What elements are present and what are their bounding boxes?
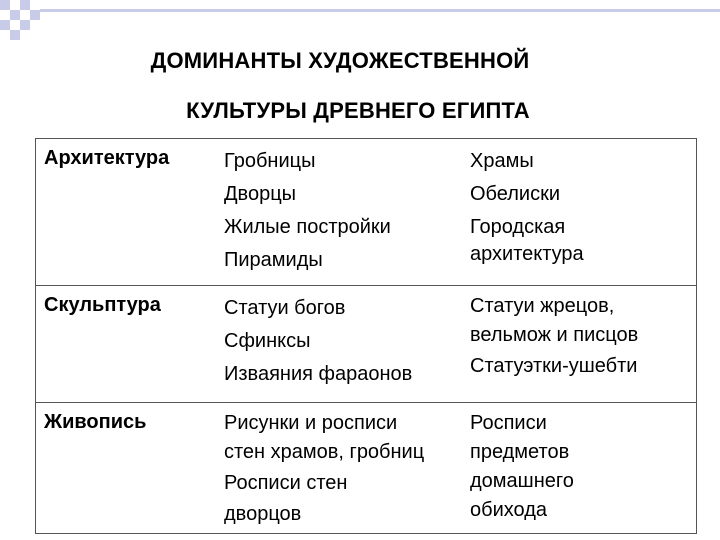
list-item: Жилые постройки (224, 216, 391, 238)
list-item: архитектура (470, 243, 584, 265)
list-item: дворцов (224, 503, 302, 525)
list-item: Изваяния фараонов (224, 363, 413, 385)
list-item: домашнего (470, 470, 574, 492)
deco-square (10, 10, 20, 20)
list-item: Обелиски (470, 183, 561, 205)
list-item: Сфинксы (224, 330, 311, 352)
list-item: Дворцы (224, 183, 297, 205)
examples-cell (216, 403, 462, 534)
list-item: Городская (470, 216, 566, 238)
category-cell: Скульптура (36, 286, 217, 403)
page-title-line1: ДОМИНАНТЫ ХУДОЖЕСТВЕННОЙ (150, 48, 530, 73)
list-item: Храмы (470, 150, 534, 172)
deco-square (0, 20, 10, 30)
table-row (36, 403, 697, 534)
examples-cell (462, 139, 697, 286)
deco-square (30, 10, 40, 20)
category-cell: Архитектура (36, 139, 217, 286)
deco-line (40, 9, 720, 12)
list-item: обихода (470, 499, 548, 521)
decorative-header-pattern (0, 0, 720, 40)
deco-square (10, 30, 20, 40)
table-row (36, 139, 697, 286)
examples-cell (216, 286, 462, 403)
list-item: предметов (470, 441, 570, 463)
examples-cell (462, 403, 697, 534)
list-item: вельмож и писцов (470, 324, 639, 346)
list-item: Рисунки и росписи (224, 412, 398, 434)
list-item: Росписи (470, 412, 547, 434)
list-item: Гробницы (224, 150, 316, 172)
table-row (36, 286, 697, 403)
list-item: стен храмов, гробниц (224, 441, 425, 463)
list-item: Статуи жрецов, (470, 295, 615, 317)
deco-square (0, 0, 10, 10)
deco-square (20, 0, 30, 10)
list-item: Статуэтки-ушебти (470, 355, 638, 377)
culture-table (35, 138, 697, 534)
list-item: Росписи стен (224, 472, 348, 494)
examples-cell (462, 286, 697, 403)
list-item: Пирамиды (224, 249, 323, 271)
category-cell: Живопись (36, 403, 217, 534)
examples-cell (216, 139, 462, 286)
page-title-line2: КУЛЬТУРЫ ДРЕВНЕГО ЕГИПТА (186, 98, 530, 123)
list-item: Статуи богов (224, 297, 346, 319)
deco-square (20, 20, 30, 30)
